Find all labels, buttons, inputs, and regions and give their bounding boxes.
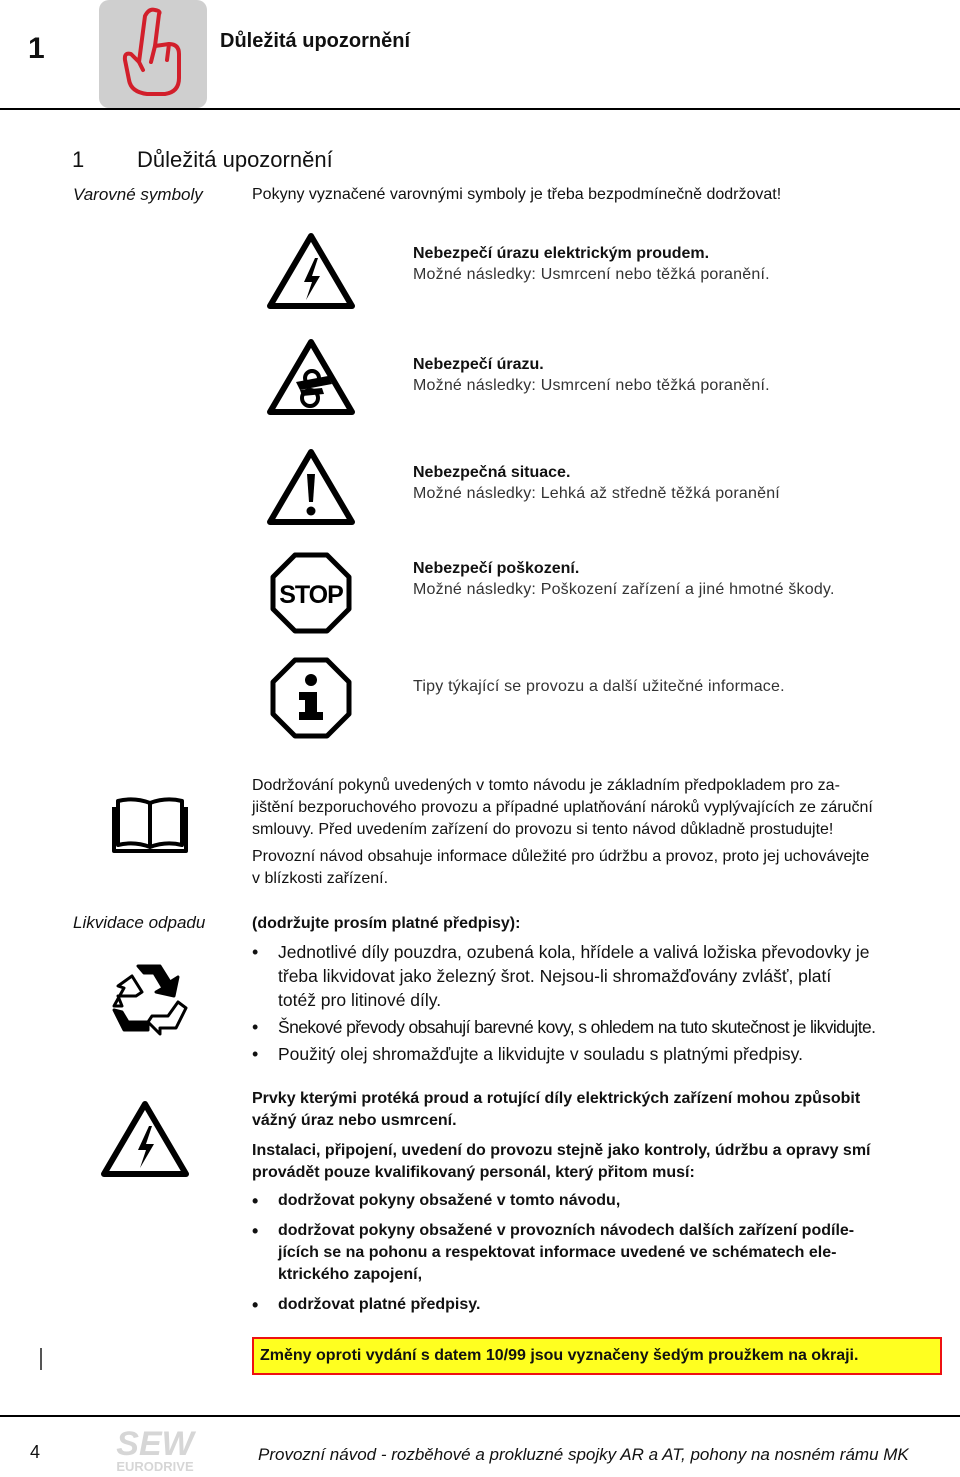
list-item [252,1042,949,1066]
chapter-number: 1 [28,32,45,65]
manual-note-line: smlouvy. Před uvedením zařízení do provozu si tento návod důkladně prostudujte! [252,821,834,838]
list-item-line: • Použitý olej shromažďujte a likvidujte v souladu s platnými předpisy. [278,1044,803,1064]
list-item-line: • Jednotlivé díly pouzdra, ozubená kola, hřídele a valivá ložiska převodovky je [278,942,870,962]
manual-note-line: jištění bezporuchového provozu a případné uplatňování nároků vyplývajících ze záruční [252,799,873,816]
electric-hazard-icon [100,1100,190,1180]
safety-text [252,1088,949,1184]
list-item [252,1294,949,1316]
list-item [252,1220,949,1286]
document-title: Provozní návod - rozběhové a prokluzné spojky AR a AT, pohony na nosném rámu MK [258,1445,909,1464]
list-item [252,1015,949,1039]
warning-symbols-label: Varovné symboly [73,185,203,204]
recycle-icon [108,960,192,1036]
open-book-icon [112,795,188,853]
waste-disposal-heading: (dodržujte prosím platné předpisy): [252,915,521,932]
exclamation-warning-icon [266,448,356,528]
warning-symbols-intro: Pokyny vyznačené varovnými symboly je třeba bezpodmínečně dodržovat! [252,186,782,203]
list-item-line: • Šnekové převody obsahují barevné kovy, s ohledem na tuto skutečnost je likvidujte. [278,1017,876,1037]
symbol-title: Nebezpečí úrazu. [413,356,544,373]
waste-disposal-list [252,940,949,1066]
symbol-description: Možné následky: Usmrcení nebo těžká poranění. [413,266,770,283]
header-rule [0,108,960,110]
symbol-description: Možné následky: Lehká až středně těžká poranění [413,485,780,502]
change-notice-text: Změny oproti vydání s datem 10/99 jsou vyznačeny šedým proužkem na okraji. [260,1347,859,1364]
waste-disposal-label: Likvidace odpadu [73,913,206,932]
list-item-line: • dodržovat platné předpisy. [278,1296,481,1313]
list-item-line: jících se na pohonu a respektovat informace uvedené ve schématech ele- [278,1244,837,1261]
list-item-line: • dodržovat pokyny obsažené v tomto návodu, [278,1192,621,1209]
stop-sign-icon [269,551,353,635]
section-number: 1 [72,147,85,172]
sew-eurodrive-logo [100,1425,210,1475]
safety-line: Instalaci, připojení, uvedení do provozu stejně jako kontroly, údržbu a opravy smí [252,1142,871,1159]
svg-text:EURODRIVE: EURODRIVE [116,1459,194,1474]
symbol-title: Nebezpečná situace. [413,464,571,481]
chapter-title: Důležitá upozornění [220,30,410,52]
page-number: 4 [30,1442,41,1462]
list-item [252,1190,949,1212]
symbol-title: Nebezpečí úrazu elektrickým proudem. [413,245,710,262]
manual-note-line: v blízkosti zařízení. [252,870,389,887]
section-title: Důležitá upozornění [137,147,333,172]
info-icon [269,656,353,740]
pointing-hand-icon [99,0,207,108]
svg-text:SEW: SEW [116,1425,194,1463]
list-item-line: totéž pro litinové díly. [278,990,442,1010]
list-item [252,940,949,1012]
electric-hazard-icon [266,232,356,312]
symbol-title: Nebezpečí poškození. [413,560,580,577]
symbol-description: Možné následky: Poškození zařízení a jiné hmotné škody. [413,581,835,598]
manual-note [252,775,949,890]
symbol-description: Tipy týkající se provozu a další užitečné informace. [413,678,785,695]
manual-note-line: Provozní návod obsahuje informace důležité pro údržbu a provoz, proto jej uchovávejte [252,848,870,865]
chapter-badge [99,0,207,108]
footer-rule [0,1415,960,1417]
mechanical-hazard-icon [266,338,356,418]
manual-note-line: Dodržování pokynů uvedených v tomto návodu je základním předpokladem pro za- [252,777,840,794]
safety-line: Prvky kterými protéká proud a rotující díly elektrických zařízení mohou způsobit [252,1090,861,1107]
list-item-line: • dodržovat pokyny obsažené v provozních návodech dalších zařízení podíle- [278,1222,855,1239]
safety-line: vážný úraz nebo usmrcení. [252,1112,457,1129]
safety-list [252,1190,949,1316]
symbol-description: Možné následky: Usmrcení nebo těžká poranění. [413,377,770,394]
safety-line: provádět pouze kvalifikovaný personál, který přitom musí: [252,1164,695,1181]
list-item-line: ktrického zapojení, [278,1266,423,1283]
svg-text:STOP: STOP [279,581,343,609]
list-item-line: třeba likvidovat jako železný šrot. Nejsou-li shromažďovány zvlášť, platí [278,966,832,986]
change-marker-bar [40,1348,42,1370]
